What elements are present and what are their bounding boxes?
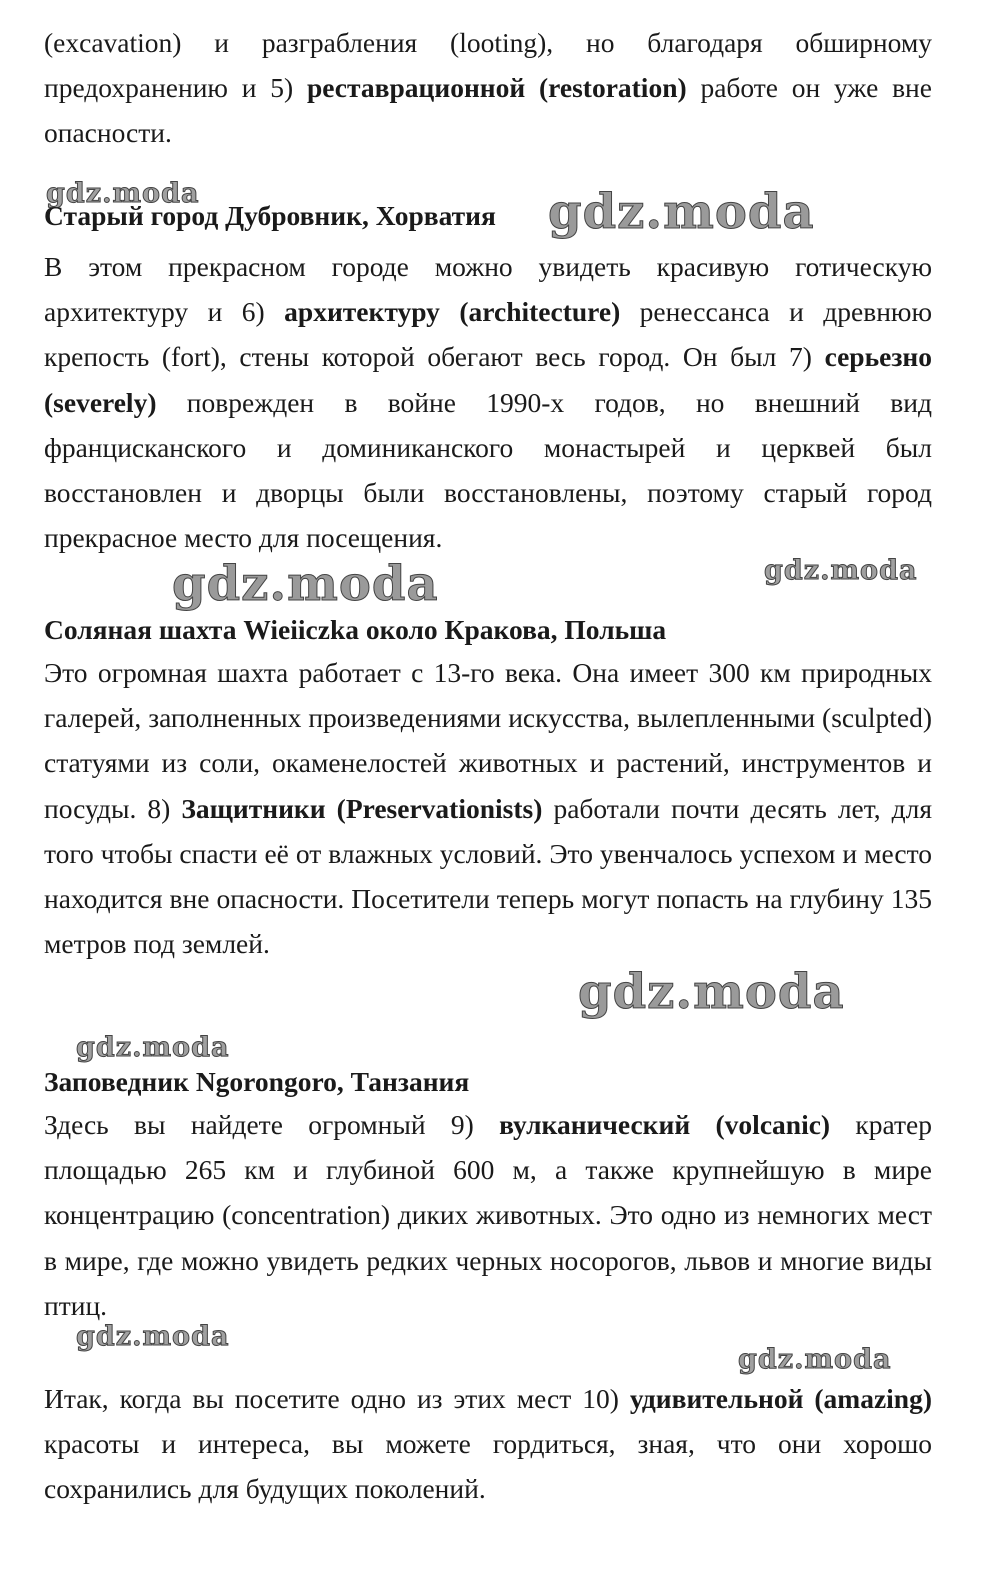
- watermark: gdz.moda: [578, 964, 845, 1020]
- text: Итак, когда вы посетите одно из этих мест 10): [44, 1383, 630, 1414]
- paragraph-wieliczka: [44, 650, 932, 966]
- answer-5: реставрационной (restoration): [306, 72, 687, 104]
- answer-9: вулканический (volcanic): [499, 1109, 831, 1140]
- watermark: gdz.moda: [172, 556, 439, 612]
- paragraph-dubrovnik: [44, 244, 932, 560]
- text: Здесь вы найдете огромный 9): [44, 1109, 500, 1140]
- answer-8: Защитники (Preservationists): [181, 792, 543, 824]
- heading-dubrovnik: Старый город Дубровник, Хорватия: [44, 200, 496, 231]
- watermark: gdz.moda: [76, 1032, 230, 1063]
- watermark: gdz.moda: [76, 1321, 230, 1352]
- answer-7: серьезно (severely): [44, 341, 932, 418]
- paragraph-colosseum-end: [44, 20, 932, 156]
- watermark: gdz.moda: [764, 555, 918, 586]
- heading-ngorongoro: Заповедник Ngorongoro, Танзания: [44, 1066, 470, 1097]
- text: (excavation) и разграбления (looting), но благодаря обширному предохранению и 5): [44, 27, 932, 104]
- paragraph-ngorongoro: [44, 1102, 932, 1328]
- text: работали почти десять лет, для того чтобы спасти её от влажных условий. Это увенчалось успехом и место находится вне опасности. Посетители теперь могут попасть на глубину 135 метров под землей.: [44, 792, 933, 960]
- text: кратер площадью 265 км и глубиной 600 м, а также крупнейшую в мире концентрацию (concentration) диких животных. Это одно из немногих мест в мире, где можно увидеть редких черных носорогов, львов и многие виды птиц.: [44, 1109, 932, 1321]
- watermark: gdz.moda: [548, 184, 815, 240]
- text: В этом прекрасном городе можно увидеть красивую готическую архитектуру и 6): [44, 251, 932, 328]
- watermark: gdz.moda: [738, 1344, 892, 1375]
- text: Это огромная шахта работает с 13-го века. Она имеет 300 км природных галерей, заполненных произведениями искусства, вылепленными (sculpted) статуями из соли, окаменелостей животных и растений, инструментов и посуды. 8): [44, 657, 932, 824]
- answer-10: удивительной (amazing): [629, 1383, 932, 1414]
- text: работе он уже вне опасности.: [44, 72, 932, 149]
- text: поврежден в войне 1990-х годов, но внешний вид францисканского и доминиканского монастырей и церквей был восстановлен и дворцы были восстановлены, поэтому старый город прекрасное место для посещения.: [44, 386, 932, 554]
- paragraph-conclusion: [44, 1376, 932, 1512]
- text: красоты и интереса, вы можете гордиться, зная, что они хорошо сохранились для будущих поколений.: [44, 1428, 932, 1505]
- heading-wieliczka: Соляная шахта Wieiiczka около Кракова, Польша: [44, 614, 667, 645]
- answer-6: архитектуру (architecture): [284, 296, 621, 328]
- watermark: gdz.moda: [46, 178, 200, 209]
- text: ренессанса и древнюю крепость (fort), стены которой обегают весь город. Он был 7): [44, 296, 933, 373]
